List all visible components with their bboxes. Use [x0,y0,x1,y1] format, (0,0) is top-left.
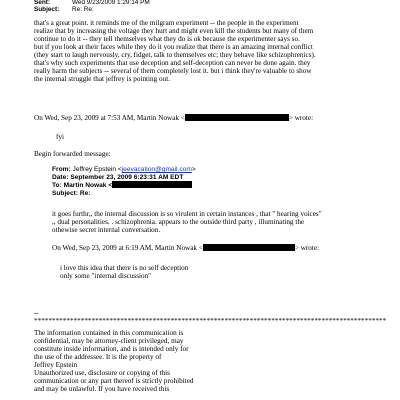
from-email-link[interactable]: jeevacation@gmail.com [121,166,192,173]
disclaimer-line: The information contained in this communication is [34,329,184,337]
subject-row [34,6,94,13]
reply-line: the internal struggle that jeffrey is pointing out. [34,75,171,84]
forwarded-header [52,166,400,197]
redaction-block [203,244,295,251]
sent-value: Wed 9/23/2009 1:29:14 PM [72,0,150,6]
reply-paragraph [34,19,384,83]
forwarded-to-row [52,181,400,190]
reply-line: continue to do it -- they tell themselves what they do is ok because the experimenter says so. [34,35,300,44]
fwd-subject-value: Re: [79,189,91,197]
quote1-prefix: On Wed, Sep 23, 2009 at 7:53 AM, Martin Nowak < [34,114,185,122]
date-value: September 23, 2009 6:23:31 AM EDT [70,173,184,181]
signature-dash: -- [34,309,39,317]
reply-line: that's why such experiments that use deception and self-deception can never be done again. they [34,59,311,68]
redaction-block [185,114,289,121]
disclaimer-line: the use of the addressee. It is the property of [34,353,162,362]
quote2-body [60,264,400,280]
subject-value: Re: Re: [72,6,94,13]
quote2-line: only some "internal discussion" [60,272,152,281]
quote2-suffix: > wrote: [294,244,320,252]
disclaimer-line: confidential, may be attorney-client privileged, may [34,337,184,346]
disclaimer-line: Jeffrey Epstein [34,361,78,370]
fwd-subject-label: Subject: [52,189,79,197]
reply-line: really harm the subjects -- several of them completely lost it. but i think they're valuable to show [34,67,312,76]
forwarded-body [52,210,400,234]
disclaimer-line: and may be unlawful. If you have received this [34,385,170,394]
quote1-suffix: > wrote: [288,114,314,122]
from-label: From: [52,166,71,173]
forwarded-line: othewise secret internal conversation. [52,226,161,235]
begin-forwarded: Begin forwarded message: [34,150,111,158]
reply-line: (they start to laugh nervously, cry, fidget, talk to themselves etc; they behave like schizophrenics). [34,51,316,60]
reply-line: that's a great point. it reminds me of the milgram experiment -- the people in the experiment [34,19,299,27]
subject-label: Subject: [34,6,60,13]
forwarded-line: ,, dual personalities. . schizophrenia. appears to the outside third party , illuminating the [52,218,305,227]
forwarded-subject-row [52,190,400,198]
fyi-text: fyi [56,133,64,141]
from-name: Jeffrey Epstein < [72,166,122,173]
forwarded-line: it goes furthr,, the internal discussion is so virulent in certain instances , that " hearing voices" [52,210,322,218]
quote2-line: i love this idea that there is no self deception [60,264,189,272]
stars-divider: ************************************************************************************************** [34,317,387,325]
quote-header-2 [52,244,400,252]
disclaimer-line: constitute inside information, and is intended only for [34,345,189,354]
quote-header-1 [34,114,384,122]
reply-line: realize that by increasing the voltage they hurt and might even kill the students but many of them [34,27,314,36]
sent-label: Sent: [34,0,50,6]
disclaimer-line: communication or any part thereof is strictly prohibited [34,377,194,386]
disclaimer-line: Unauthorized use, disclosure or copying of this [34,369,170,378]
forwarded-from-row: From: Jeffrey Epstein <jeevacation@gmail.com> [52,166,196,173]
forwarded-date-row [52,174,400,182]
disclaimer [34,329,384,393]
to-value: Martin Nowak < [63,182,113,190]
quote2-prefix: On Wed, Sep 23, 2009 at 6:19 AM, Martin Nowak < [52,244,203,252]
reply-line: but if you look at their faces while they do it you realize that there is an amazing internal conflict [34,43,313,52]
date-label: Date: [52,173,69,181]
to-label: To: [52,182,62,190]
redaction-block [112,181,192,188]
